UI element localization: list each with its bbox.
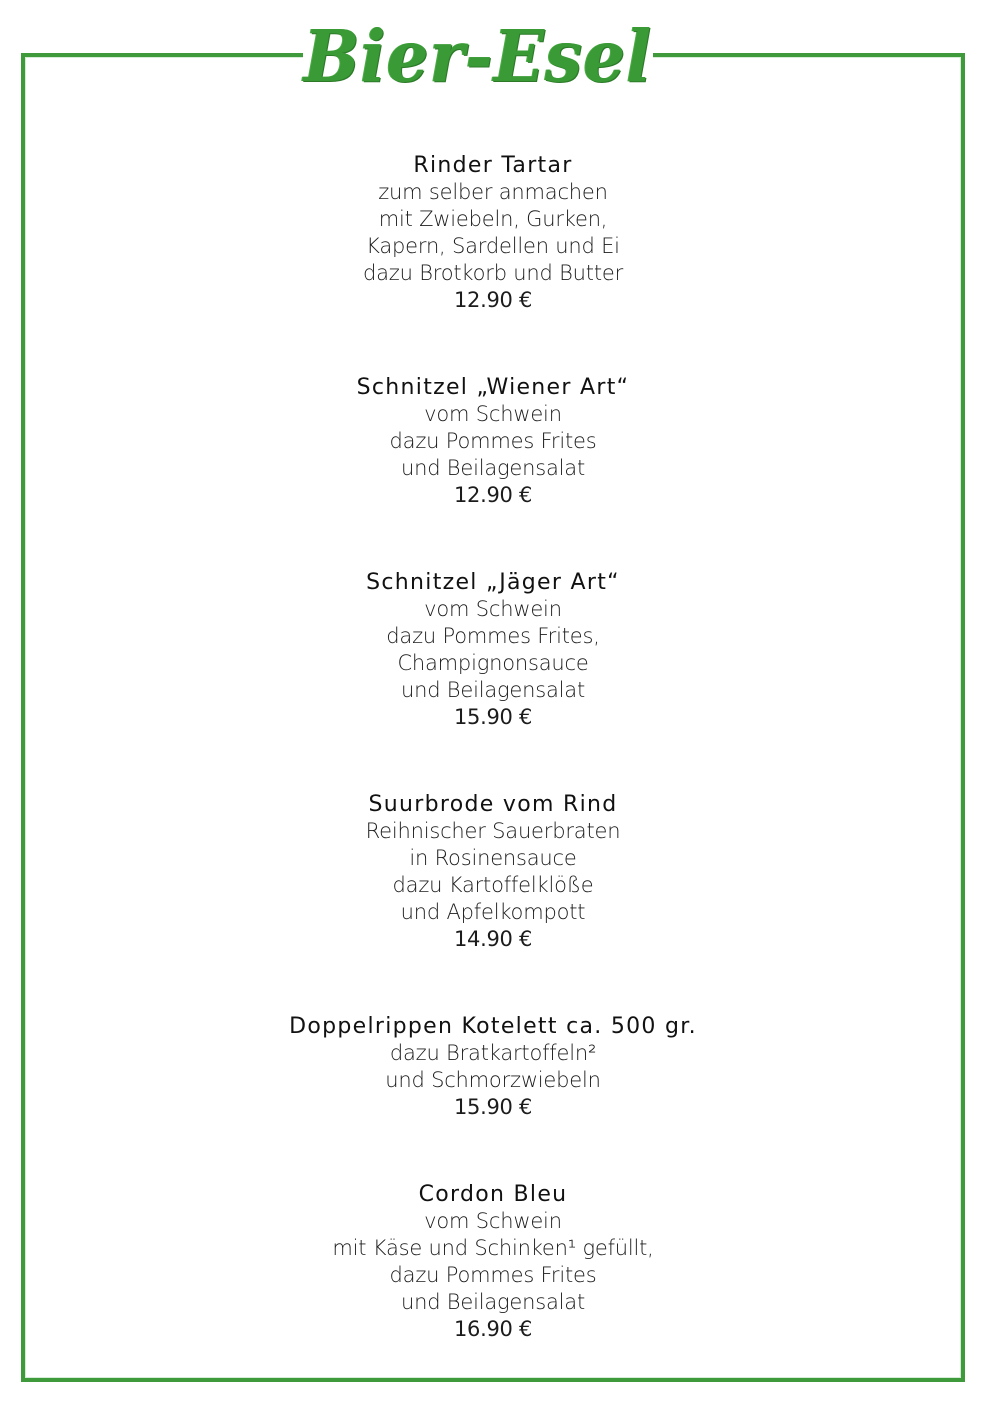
dish-description-line: in Rosinensauce xyxy=(409,846,577,870)
dish-description-line: vom Schwein xyxy=(424,1209,562,1233)
brand-name: Bier-Esel xyxy=(303,13,653,99)
dish-description-line: und Beilagensalat xyxy=(400,1290,585,1314)
menu-item-schnitzel-jaeger-art xyxy=(21,569,965,731)
dish-description-line: dazu Pommes Frites, xyxy=(386,624,600,648)
dish-price: 12.90 € xyxy=(453,483,533,507)
dish-description-line: vom Schwein xyxy=(424,402,562,426)
dish-description-line: und Beilagensalat xyxy=(400,456,585,480)
dish-name: Schnitzel „Wiener Art“ xyxy=(356,375,630,400)
dish-name: Suurbrode vom Rind xyxy=(368,792,618,817)
menu-list xyxy=(21,152,965,1343)
dish-price: 16.90 € xyxy=(453,1317,533,1341)
menu-item-suurbrode-vom-rind xyxy=(21,791,965,953)
dish-description-line: dazu Kartoffelklöße xyxy=(392,873,594,897)
menu-item-cordon-bleu xyxy=(21,1181,965,1343)
dish-name: Doppelrippen Kotelett ca. 500 gr. xyxy=(289,1014,697,1039)
dish-description-line: Champignonsauce xyxy=(397,651,589,675)
dish-description-line: dazu Brotkorb und Butter xyxy=(362,261,624,285)
dish-name: Schnitzel „Jäger Art“ xyxy=(366,570,620,595)
dish-price: 12.90 € xyxy=(453,288,533,312)
dish-description-line: mit Käse und Schinken¹ gefüllt, xyxy=(332,1236,654,1260)
dish-description-line: dazu Pommes Frites xyxy=(389,429,597,453)
dish-description-line: und Apfelkompott xyxy=(400,900,586,924)
dish-price: 15.90 € xyxy=(453,705,533,729)
brand-logo xyxy=(303,8,653,104)
dish-price: 14.90 € xyxy=(453,927,533,951)
dish-description-line: zum selber anmachen xyxy=(378,180,608,204)
menu-item-schnitzel-wiener-art xyxy=(21,374,965,509)
dish-name: Rinder Tartar xyxy=(413,153,573,178)
menu-item-doppelrippen-kotelett xyxy=(21,1013,965,1121)
dish-description-line: Reihnischer Sauerbraten xyxy=(365,819,621,843)
dish-name: Cordon Bleu xyxy=(418,1182,568,1207)
dish-description-line: mit Zwiebeln, Gurken, xyxy=(378,207,608,231)
dish-description-line: dazu Pommes Frites xyxy=(389,1263,597,1287)
dish-description-line: und Beilagensalat xyxy=(400,678,585,702)
dish-description-line: vom Schwein xyxy=(424,597,562,621)
dish-price: 15.90 € xyxy=(453,1095,533,1119)
dish-description-line: dazu Bratkartoffeln² xyxy=(389,1041,597,1065)
dish-description-line: Kapern, Sardellen und Ei xyxy=(366,234,620,258)
dish-description-line: und Schmorzwiebeln xyxy=(385,1068,601,1092)
menu-item-rinder-tartar xyxy=(21,152,965,314)
